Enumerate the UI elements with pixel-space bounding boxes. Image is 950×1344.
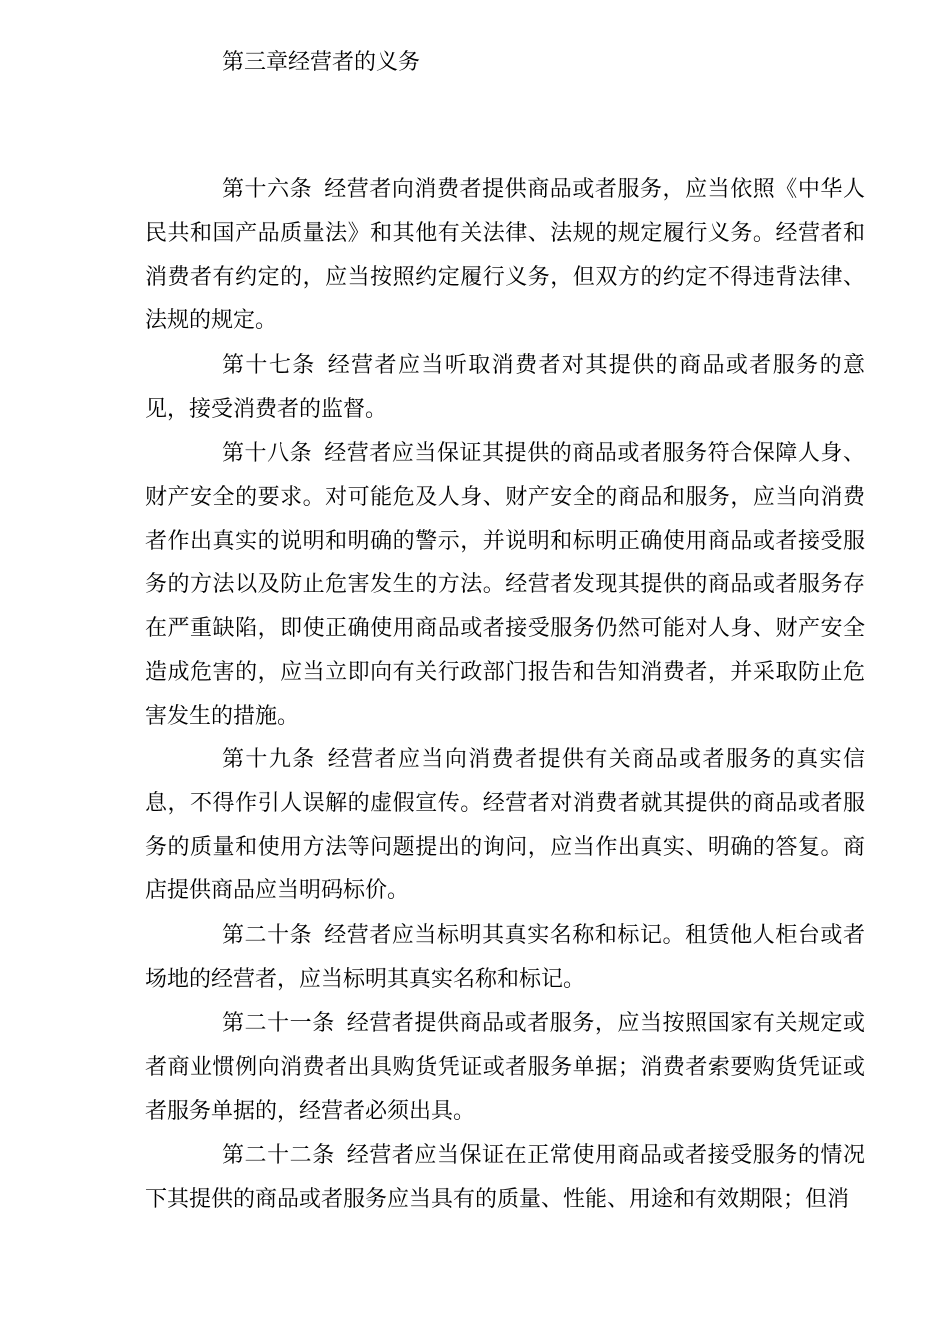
chapter-title: 第三章经营者的义务 — [222, 50, 421, 75]
article-18 — [145, 432, 865, 739]
article-text: 经营者提供商品或者服务，应当按照国家有关规定或者商业惯例向消费者出具购货凭证或者服务单据；消费者索要购货凭证或者服务单据的，经营者必须出具。 — [145, 1011, 865, 1124]
article-number: 第十八条 — [222, 441, 313, 466]
article-number: 第十七条 — [222, 353, 316, 378]
article-22 — [145, 1134, 865, 1222]
article-text: 经营者向消费者提供商品或者服务，应当依照《中华人民共和国产品质量法》和其他有关法律、法规的规定履行义务。经营者和消费者有约定的，应当按照约定履行义务，但双方的约定不得违背法律、法规的规定。 — [145, 177, 865, 334]
article-text: 经营者应当标明其真实名称和标记。租赁他人柜台或者场地的经营者，应当标明其真实名称和标记。 — [145, 923, 865, 992]
article-text: 经营者应当保证在正常使用商品或者接受服务的情况下其提供的商品或者服务应当具有的质量、性能、用途和有效期限；但消 — [145, 1143, 865, 1212]
article-number: 第十六条 — [222, 177, 313, 202]
article-19 — [145, 738, 865, 913]
article-20 — [145, 914, 865, 1002]
article-number: 第二十二条 — [222, 1143, 335, 1168]
article-number: 第十九条 — [222, 747, 316, 772]
article-text: 经营者应当保证其提供的商品或者服务符合保障人身、财产安全的要求。对可能危及人身、财产安全的商品和服务，应当向消费者作出真实的说明和明确的警示，并说明和标明正确使用商品或者接受服务的方法以及防止危害发生的方法。经营者发现其提供的商品或者服务存在严重缺陷，即使正确使用商品或者接受服务仍然可能对人身、财产安全造成危害的，应当立即向有关行政部门报告和告知消费者，并采取防止危害发生的措施。 — [145, 441, 865, 729]
article-17 — [145, 344, 865, 432]
article-number: 第二十一条 — [222, 1011, 335, 1036]
article-16 — [145, 168, 865, 343]
article-text: 经营者应当听取消费者对其提供的商品或者服务的意见，接受消费者的监督。 — [145, 353, 865, 422]
article-21 — [145, 1002, 865, 1133]
article-text: 经营者应当向消费者提供有关商品或者服务的真实信息，不得作引人误解的虚假宣传。经营者对消费者就其提供的商品或者服务的质量和使用方法等问题提出的询问，应当作出真实、明确的答复。商店提供商品应当明码标价。 — [145, 747, 865, 904]
article-number: 第二十条 — [222, 923, 313, 948]
